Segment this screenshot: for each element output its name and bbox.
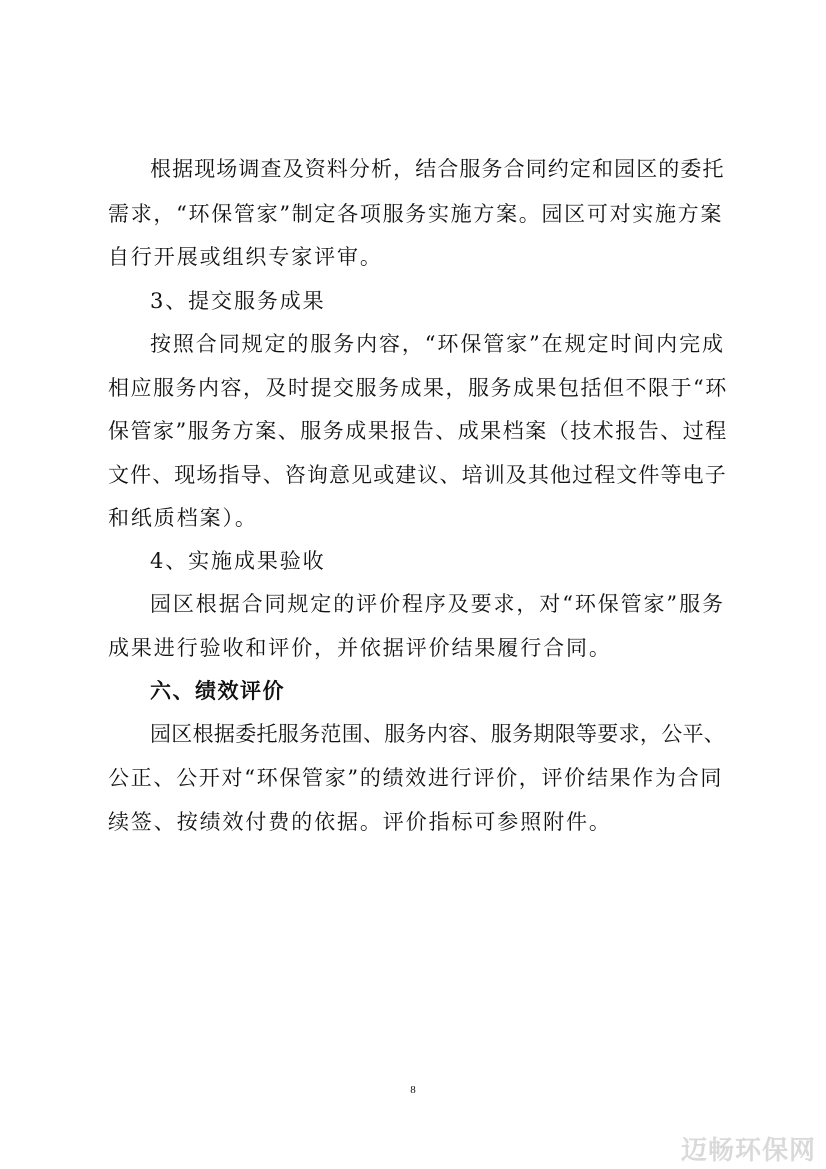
paragraph-line: 园区根据委托服务范围、服务内容、服务期限等要求，公平、 [150, 722, 726, 746]
section-heading-3: 3、提交服务成果 [150, 289, 326, 313]
paragraph-line: 续签、按绩效付费的依据。评价指标可参照附件。 [108, 810, 612, 834]
section-heading-4: 4、实施成果验收 [150, 549, 326, 573]
paragraph-line: 自行开展或组织专家评审。 [108, 245, 383, 269]
paragraph-line: 和纸质档案）。 [108, 506, 258, 530]
paragraph-line: 成果进行验收和评价，并依据评价结果履行合同。 [108, 636, 612, 660]
paragraph-line: 文件、现场指导、咨询意见或建议、培训及其他过程文件等电子 [108, 463, 727, 487]
paragraph-line: 需求，“环保管家”制定各项服务实施方案。园区可对实施方案 [108, 202, 724, 226]
chapter-heading: 六、绩效评价 [150, 679, 285, 703]
paragraph-line: 公正、公开对“环保管家”的绩效进行评价，评价结果作为合同 [108, 766, 724, 790]
paragraph-line: 按照合同规定的服务内容，“环保管家”在规定时间内完成 [150, 332, 725, 356]
paragraph-line: 园区根据合同规定的评价程序及要求，对“环保管家”服务 [150, 592, 725, 616]
paragraph-line: 保管家”服务方案、服务成果报告、成果档案（技术报告、过程 [108, 419, 728, 443]
paragraph-line: 根据现场调查及资料分析，结合服务合同约定和园区的委托 [150, 157, 725, 181]
paragraph-line: 相应服务内容，及时提交服务成果，服务成果包括但不限于“环 [108, 376, 728, 400]
page-number: 8 [410, 1084, 416, 1096]
watermark: 迈畅环保网 [680, 1136, 816, 1166]
